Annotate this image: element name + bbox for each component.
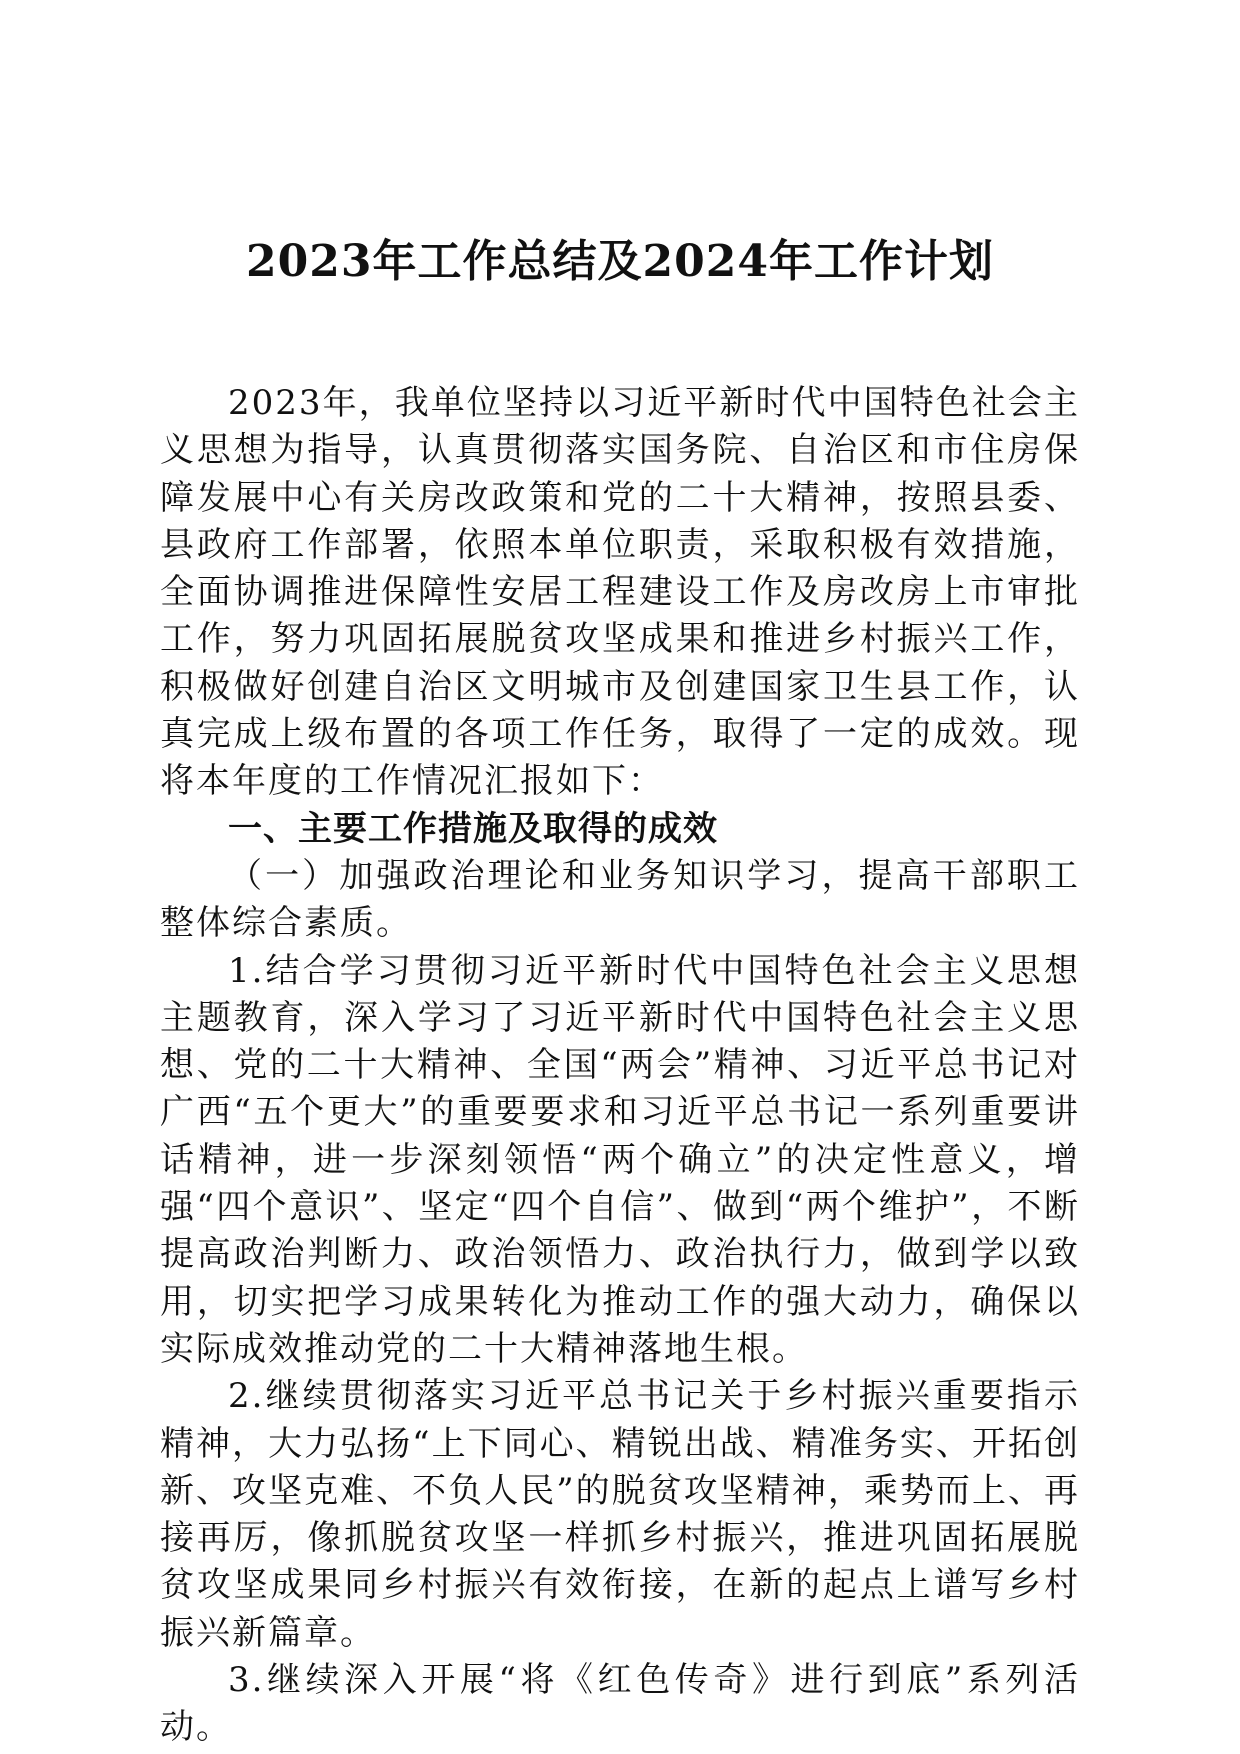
intro-paragraph: 2023年，我单位坚持以习近平新时代中国特色社会主义思想为指导，认真贯彻落实国务院、自治区和市住房保障发展中心有关房改政策和党的二十大精神，按照县委、县政府工作部署，依照本单位职责，采取积极有效措施，全面协调推进保障性安居工程建设工作及房改房上市审批工作，努力巩固拓展脱贫攻坚成果和推进乡村振兴工作，积极做好创建自治区文明城市及创建国家卫生县工作，认真完成上级布置的各项工作任务，取得了一定的成效。现将本年度的工作情况汇报如下： — [160, 383, 1080, 802]
document-title: 2023年工作总结及2024年工作计划 — [246, 236, 994, 287]
subsection-heading: （一）加强政治理论和业务知识学习，提高干部职工整体综合素质。 — [160, 855, 1080, 944]
section-heading: 一、主要工作措施及取得的成效 — [228, 808, 718, 849]
list-item: 2.继续贯彻落实习近平总书记关于乡村振兴重要指示精神，大力弘扬“上下同心、精锐出战、精准务实、开拓创新、攻坚克难、不负人民”的脱贫攻坚精神，乘势而上、再接再厉，像抓脱贫攻坚一样抓乡村振兴，推进巩固拓展脱贫攻坚成果同乡村振兴有效衔接，在新的起点上谱写乡村振兴新篇章。 — [160, 1376, 1080, 1653]
list-item: 3.继续深入开展“将《红色传奇》进行到底”系列活动。 — [160, 1660, 1080, 1748]
list-item: 1.结合学习贯彻习近平新时代中国特色社会主义思想主题教育，深入学习了习近平新时代中国特色社会主义思想、党的二十大精神、全国“两会”精神、习近平总书记对广西“五个更大”的重要要求和习近平总书记一系列重要讲话精神，进一步深刻领悟“两个确立”的决定性意义，增强“四个意识”、坚定“四个自信”、做到“两个维护”，不断提高政治判断力、政治领悟力、政治执行力，做到学以致用，切实把学习成果转化为推动工作的强大动力，确保以实际成效推动党的二十大精神落地生根。 — [160, 950, 1080, 1369]
document-body — [160, 380, 1080, 1752]
